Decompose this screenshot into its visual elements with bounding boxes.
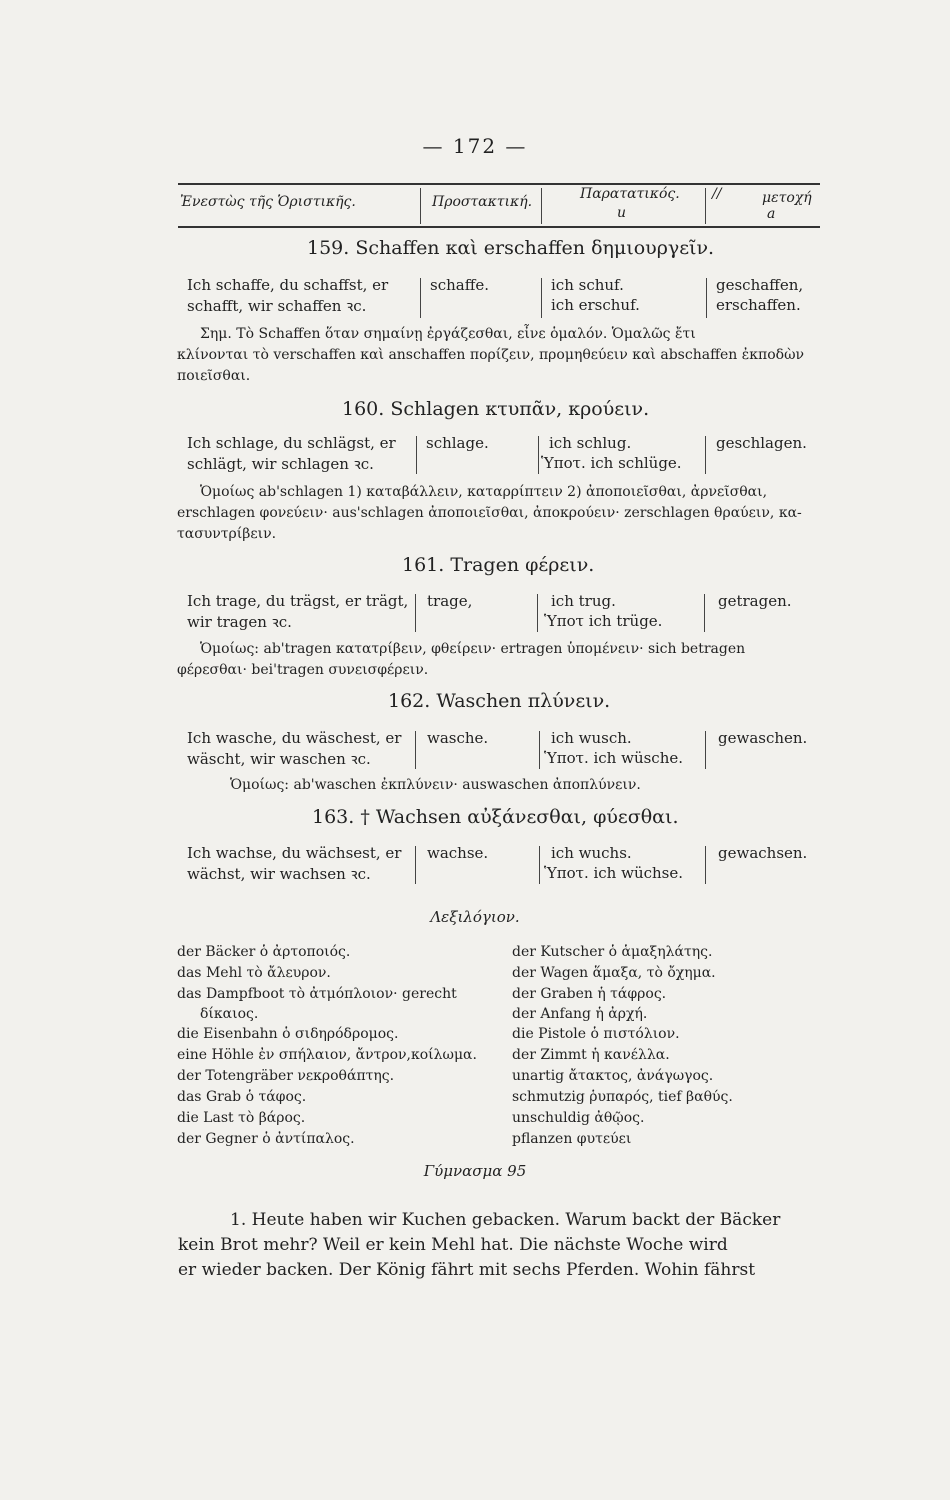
s159-present-line1: Ich schaffe, du schaffst, er (187, 276, 389, 294)
header-participle-sub: a (767, 206, 776, 222)
column-divider (706, 278, 707, 318)
header-present-indicative: Ἐνεστὼς τῆς Ὁριστικῆς. (180, 194, 356, 210)
s162-note-line1: Ὁμοίως: ab'waschen ἐκπλύνειν· auswaschen ἀποπλύνειν. (230, 777, 641, 793)
lexicon-right-entry: der Kutscher ὁ ἁμαξηλάτης. (512, 944, 713, 960)
s163-participle-line1: gewachsen. (718, 844, 808, 862)
header-participle: μετοχή (762, 190, 812, 206)
s159-imperfect-line2: ich erschuf. (551, 296, 640, 314)
s159-note-line1: Σημ. Τὸ Schaffen ὅταν σημαίνῃ ἐργάζεσθαι, εἶνε ὁμαλόν. Ὁμαλῶς ἔτι (200, 326, 696, 342)
s159-imperative: schaffe. (430, 276, 490, 294)
s163-imperfect-line1: ich wuchs. (551, 844, 632, 862)
s159-imperfect-line1: ich schuf. (551, 276, 624, 294)
page-number: — 172 — (422, 134, 528, 158)
s160-imperative: schlage. (426, 434, 489, 452)
lexicon-left-entry: δίκαιος. (200, 1006, 259, 1022)
lexicon-right-entry: die Pistole ὁ πιστόλιον. (512, 1026, 680, 1042)
s161-participle-line1: getragen. (718, 592, 792, 610)
header-divider (705, 188, 706, 224)
s159-participle-line1: geschaffen, (716, 276, 804, 294)
section-163-title: 163. † Wachsen αὐξάνεσθαι, φύεσθαι. (312, 806, 679, 828)
lexicon-left-entry: das Dampfboot τὸ ἀτμόπλοιον· gerecht (177, 986, 457, 1002)
lexicon-right-entry: pflanzen φυτεύει (512, 1131, 632, 1147)
s161-imperfect-line1: ich trug. (551, 592, 616, 610)
lexicon-right-entry: der Zimmt ἡ κανέλλα. (512, 1047, 670, 1063)
column-divider (705, 436, 706, 474)
lexicon-left-entry: die Eisenbahn ὁ σιδηρόδρομος. (177, 1026, 399, 1042)
s159-note-line3: ποιεῖσθαι. (177, 368, 251, 384)
s160-imperfect-line1: ich schlug. (549, 434, 632, 452)
s161-note-line1: Ὁμοίως: ab'tragen κατατρίβειν, φθείρειν· ertragen ὑπομένειν· sich betragen (200, 641, 746, 657)
s162-imperfect-line1: ich wusch. (551, 729, 632, 747)
column-divider (537, 594, 538, 632)
column-divider (420, 278, 421, 318)
s161-present-line2: wir tragen ꝛc. (187, 613, 292, 631)
section-160-title: 160. Schlagen κτυπᾶν, κρούειν. (342, 398, 650, 420)
s161-note-line2: φέρεσθαι· bei'tragen συνεισφέρειν. (177, 662, 429, 678)
s160-imperfect-line2: Ὑποτ. ich schlüge. (541, 454, 682, 472)
section-159-title: 159. Schaffen καὶ erschaffen δημιουργεῖν. (307, 237, 715, 259)
s160-present-line2: schlägt, wir schlagen ꝛc. (187, 455, 374, 473)
exercise-line2: kein Brot mehr? Weil er kein Mehl hat. Die nächste Woche wird (178, 1235, 728, 1255)
lexicon-left-entry: der Bäcker ὁ ἀρτοποιός. (177, 944, 351, 960)
s161-present-line1: Ich trage, du trägst, er trägt, (187, 592, 409, 610)
section-162-title: 162. Waschen πλύνειν. (388, 690, 611, 712)
lexicon-right-entry: der Wagen ἅμαξα, τὸ ὄχημα. (512, 965, 716, 981)
s161-imperative: trage, (427, 592, 473, 610)
lexicon-left-entry: eine Höhle ἐν σπήλαιον, ἄντρον,κοίλωμα. (177, 1047, 477, 1063)
s162-imperative: wasche. (427, 729, 489, 747)
s162-present-line1: Ich wasche, du wäschest, er (187, 729, 402, 747)
s160-present-line1: Ich schlage, du schlägst, er (187, 434, 396, 452)
column-divider (415, 846, 416, 884)
s160-note-line1: Ὁμοίως ab'schlagen 1) καταβάλλειν, καταρρίπτειν 2) ἀποποιεῖσθαι, ἀρνεῖσθαι, (200, 484, 768, 500)
s160-note-line3: τασυντρίβειν. (177, 526, 277, 542)
lexicon-right-entry: der Graben ἡ τάφρος. (512, 986, 667, 1002)
lexicon-right-entry: unartig ἄτακτος, ἀνάγωγος. (512, 1068, 714, 1084)
s159-present-line2: schafft, wir schaffen ꝛc. (187, 297, 367, 315)
s163-imperative: wachse. (427, 844, 489, 862)
exercise-line3: er wieder backen. Der König fährt mit sechs Pferden. Wohin fährst (178, 1260, 756, 1280)
section-161-title: 161. Tragen φέρειν. (402, 554, 595, 576)
s162-imperfect-line2: Ὑποτ. ich wüsche. (544, 749, 684, 767)
lexicon-left-entry: der Gegner ὁ ἀντίπαλος. (177, 1131, 355, 1147)
header-bottom-rule (178, 226, 820, 228)
s161-imperfect-line2: Ὑποτ ich trüge. (544, 612, 663, 630)
s163-imperfect-line2: Ὑποτ. ich wüchse. (544, 864, 684, 882)
lexicon-right-entry: schmutzig ῥυπαρός, tief βαθύς. (512, 1089, 733, 1105)
s163-present-line2: wächst, wir wachsen ꝛc. (187, 865, 371, 883)
lexicon-left-entry: das Mehl τὸ ἄλευρον. (177, 965, 331, 981)
exercise-title: Γύμνασμα 95 (423, 1162, 527, 1180)
exercise-line1: 1. Heute haben wir Kuchen gebacken. Warum backt der Bäcker (230, 1210, 781, 1230)
column-divider (541, 278, 542, 318)
lexicon-right-entry: unschuldig ἀθῷος. (512, 1110, 645, 1126)
column-divider (705, 846, 706, 884)
lexicon-left-entry: das Grab ὁ τάφος. (177, 1089, 307, 1105)
lexicon-left-entry: die Last τὸ βάρος. (177, 1110, 306, 1126)
column-divider (704, 594, 705, 632)
s159-participle-line2: erschaffen. (716, 296, 801, 314)
header-imperfect: Παρατατικός. (580, 186, 680, 202)
column-divider (415, 594, 416, 632)
header-top-rule (178, 183, 820, 185)
header-imperfect-sub: u (617, 205, 627, 221)
column-divider (415, 731, 416, 769)
column-divider (539, 846, 540, 884)
s162-participle-line1: gewaschen. (718, 729, 808, 747)
s160-participle-line1: geschlagen. (716, 434, 807, 452)
header-mark: // (712, 186, 722, 202)
s160-note-line2: erschlagen φονεύειν· aus'schlagen ἀποποιεῖσθαι, ἀποκρούειν· zerschlagen θραύειν, κα- (177, 505, 802, 521)
column-divider (539, 731, 540, 769)
header-imperative: Προστακτική. (432, 194, 533, 210)
column-divider (538, 436, 539, 474)
s162-present-line2: wäscht, wir waschen ꝛc. (187, 750, 371, 768)
header-divider (420, 188, 421, 224)
header-divider (541, 188, 542, 224)
lexicon-left-entry: der Totengräber νεκροθάπτης. (177, 1068, 395, 1084)
column-divider (416, 436, 417, 474)
column-divider (705, 731, 706, 769)
s163-present-line1: Ich wachse, du wächsest, er (187, 844, 402, 862)
lexicon-right-entry: der Anfang ἡ ἀρχή. (512, 1006, 648, 1022)
s159-note-line2: κλίνονται τὸ verschaffen καὶ anschaffen πορίζειν, προμηθεύειν καὶ abschaffen ἐκποδὼν (177, 347, 805, 363)
lexicon-title: Λεξιλόγιον. (430, 908, 520, 926)
